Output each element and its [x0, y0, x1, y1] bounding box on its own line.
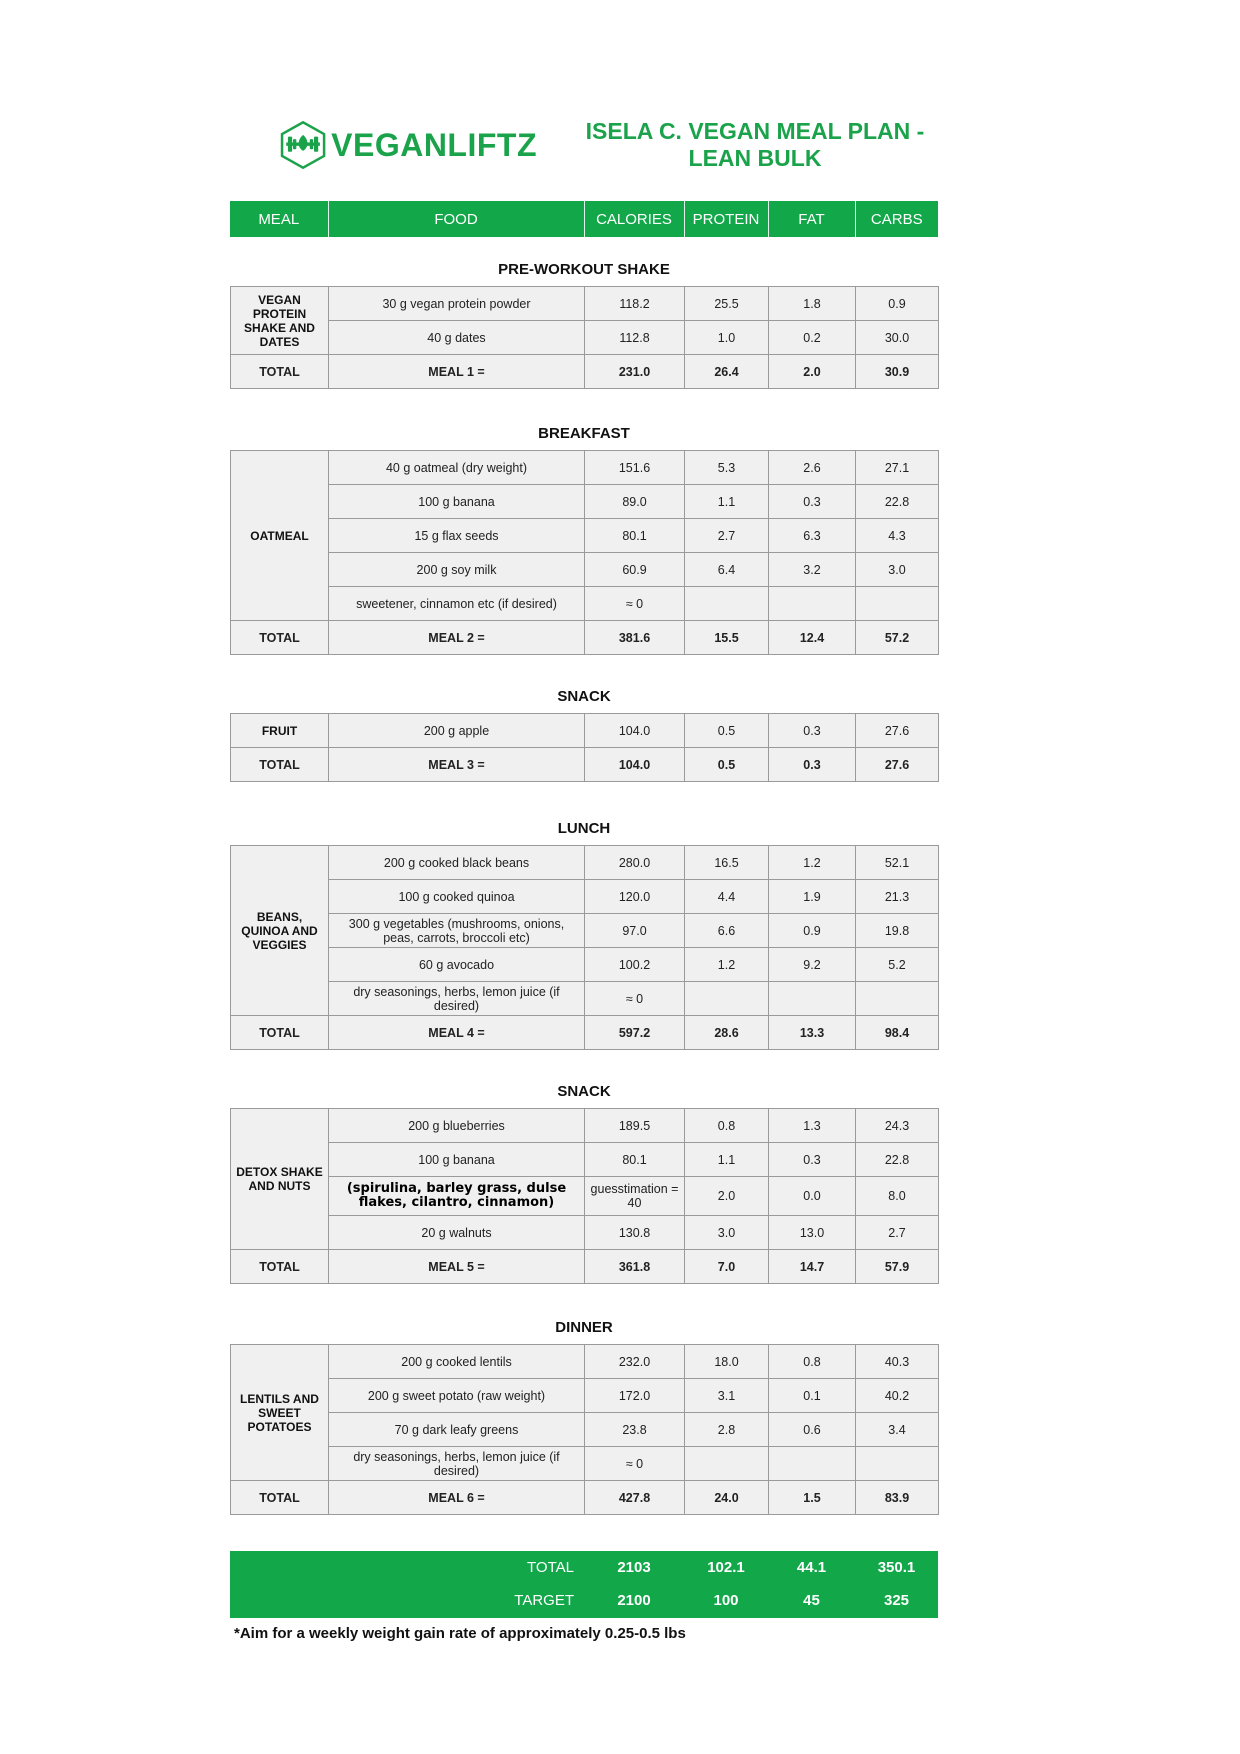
food-cell: dry seasonings, herbs, lemon juice (if desired) — [329, 1447, 585, 1481]
total-label: TOTAL — [231, 748, 329, 782]
food-cell: 200 g apple — [329, 714, 585, 748]
protein-cell: 1.2 — [685, 948, 769, 982]
table-row — [231, 1177, 939, 1216]
carbs-cell: 8.0 — [856, 1177, 939, 1216]
total-fat: 12.4 — [769, 621, 856, 655]
calories-cell: 104.0 — [585, 714, 685, 748]
carbs-cell: 2.7 — [856, 1216, 939, 1250]
fat-cell: 0.3 — [769, 714, 856, 748]
food-cell: 200 g blueberries — [329, 1109, 585, 1143]
meal-table-snack-1 — [230, 713, 939, 782]
fat-cell: 0.1 — [769, 1379, 856, 1413]
calories-cell: 151.6 — [585, 451, 685, 485]
total-fat: 0.3 — [769, 748, 856, 782]
carbs-cell: 27.6 — [856, 714, 939, 748]
meal-table-snack-2 — [230, 1108, 939, 1284]
carbs-cell: 5.2 — [856, 948, 939, 982]
meal-table-pre-workout — [230, 286, 939, 389]
column-header-table — [230, 201, 938, 237]
total-food: MEAL 5 = — [329, 1250, 585, 1284]
food-cell: sweetener, cinnamon etc (if desired) — [329, 587, 585, 621]
total-calories: 361.8 — [585, 1250, 685, 1284]
protein-cell: 6.6 — [685, 914, 769, 948]
meal-label: BEANS, QUINOA AND VEGGIES — [231, 846, 329, 1016]
summary-target-label: TARGET — [514, 1592, 574, 1609]
meal-label: LENTILS AND SWEET POTATOES — [231, 1345, 329, 1481]
calories-cell: guesstimation = 40 — [585, 1177, 685, 1216]
protein-cell: 4.4 — [685, 880, 769, 914]
calories-cell: ≈ 0 — [585, 587, 685, 621]
table-row — [231, 880, 939, 914]
meal-table-lunch — [230, 845, 939, 1050]
carbs-cell — [856, 982, 939, 1016]
fat-cell: 1.9 — [769, 880, 856, 914]
section-title-dinner: DINNER — [555, 1319, 613, 1336]
total-calories: 597.2 — [585, 1016, 685, 1050]
carbs-cell: 4.3 — [856, 519, 939, 553]
title-line-2: LEAN BULK — [688, 145, 822, 171]
summary-target-carbs: 325 — [883, 1592, 910, 1609]
calories-cell: 100.2 — [585, 948, 685, 982]
calories-cell: ≈ 0 — [585, 982, 685, 1016]
total-food: MEAL 3 = — [329, 748, 585, 782]
table-row — [231, 846, 939, 880]
total-fat: 2.0 — [769, 355, 856, 389]
fat-cell: 1.3 — [769, 1109, 856, 1143]
fat-cell — [769, 1447, 856, 1481]
food-cell: 200 g sweet potato (raw weight) — [329, 1379, 585, 1413]
title-line-1: ISELA C. VEGAN MEAL PLAN - — [585, 118, 925, 144]
table-row — [231, 1379, 939, 1413]
total-protein: 28.6 — [685, 1016, 769, 1050]
calories-cell: 130.8 — [585, 1216, 685, 1250]
summary-target-row — [230, 1584, 938, 1617]
fat-cell — [769, 982, 856, 1016]
protein-cell — [685, 587, 769, 621]
carbs-cell: 22.8 — [856, 485, 939, 519]
header-food: FOOD — [328, 201, 584, 237]
carbs-cell: 0.9 — [856, 287, 939, 321]
protein-cell: 2.7 — [685, 519, 769, 553]
table-row — [231, 321, 939, 355]
total-calories: 381.6 — [585, 621, 685, 655]
footnote: *Aim for a weekly weight gain rate of approximately 0.25-0.5 lbs — [234, 1625, 686, 1642]
table-row — [231, 451, 939, 485]
carbs-cell: 30.0 — [856, 321, 939, 355]
total-label: TOTAL — [231, 1250, 329, 1284]
section-title-snack-1: SNACK — [557, 688, 611, 705]
total-carbs: 27.6 — [856, 748, 939, 782]
total-carbs: 83.9 — [856, 1481, 939, 1515]
protein-cell: 18.0 — [685, 1345, 769, 1379]
section-title-pre-workout: PRE-WORKOUT SHAKE — [498, 261, 670, 278]
calories-cell: 232.0 — [585, 1345, 685, 1379]
table-row — [231, 287, 939, 321]
carbs-cell — [856, 1447, 939, 1481]
fat-cell: 1.8 — [769, 287, 856, 321]
calories-cell: ≈ 0 — [585, 1447, 685, 1481]
summary-target-protein: 100 — [713, 1592, 739, 1609]
total-row — [231, 1481, 939, 1515]
carbs-cell: 52.1 — [856, 846, 939, 880]
table-row — [231, 1143, 939, 1177]
total-label: TOTAL — [231, 621, 329, 655]
meal-label: VEGAN PROTEIN SHAKE AND DATES — [231, 287, 329, 355]
total-label: TOTAL — [231, 355, 329, 389]
calories-cell: 60.9 — [585, 553, 685, 587]
calories-cell: 172.0 — [585, 1379, 685, 1413]
carbs-cell: 19.8 — [856, 914, 939, 948]
protein-cell — [685, 1447, 769, 1481]
table-row — [231, 948, 939, 982]
table-row — [231, 1345, 939, 1379]
total-food: MEAL 4 = — [329, 1016, 585, 1050]
protein-cell — [685, 982, 769, 1016]
total-fat: 13.3 — [769, 1016, 856, 1050]
protein-cell: 2.8 — [685, 1413, 769, 1447]
total-row — [231, 1250, 939, 1284]
meal-label: OATMEAL — [231, 451, 329, 621]
protein-cell: 25.5 — [685, 287, 769, 321]
meal-table-breakfast — [230, 450, 939, 655]
fat-cell: 6.3 — [769, 519, 856, 553]
meal-label: DETOX SHAKE AND NUTS — [231, 1109, 329, 1250]
food-cell: 60 g avocado — [329, 948, 585, 982]
fat-cell: 9.2 — [769, 948, 856, 982]
food-cell: 200 g soy milk — [329, 553, 585, 587]
food-cell: 40 g dates — [329, 321, 585, 355]
total-label: TOTAL — [231, 1481, 329, 1515]
total-fat: 14.7 — [769, 1250, 856, 1284]
food-cell: 15 g flax seeds — [329, 519, 585, 553]
fat-cell: 0.0 — [769, 1177, 856, 1216]
total-carbs: 98.4 — [856, 1016, 939, 1050]
protein-cell: 5.3 — [685, 451, 769, 485]
table-row — [231, 553, 939, 587]
summary-total-calories: 2103 — [617, 1559, 651, 1576]
fat-cell: 13.0 — [769, 1216, 856, 1250]
food-cell: 300 g vegetables (mushrooms, onions, peas, carrots, broccoli etc) — [329, 914, 585, 948]
food-cell: 100 g banana — [329, 1143, 585, 1177]
header-fat: FAT — [768, 201, 855, 237]
fat-cell: 3.2 — [769, 553, 856, 587]
fat-cell: 0.9 — [769, 914, 856, 948]
section-title-breakfast: BREAKFAST — [538, 425, 630, 442]
calories-cell: 120.0 — [585, 880, 685, 914]
total-food: MEAL 6 = — [329, 1481, 585, 1515]
protein-cell: 1.0 — [685, 321, 769, 355]
fat-cell: 0.6 — [769, 1413, 856, 1447]
table-row — [231, 982, 939, 1016]
carbs-cell: 22.8 — [856, 1143, 939, 1177]
total-row — [231, 748, 939, 782]
carbs-cell: 3.0 — [856, 553, 939, 587]
header-meal: MEAL — [230, 201, 328, 237]
food-cell: (spirulina, barley grass, dulse flakes, cilantro, cinnamon) — [329, 1177, 585, 1216]
total-row — [231, 621, 939, 655]
section-title-lunch: LUNCH — [557, 820, 611, 837]
total-protein: 15.5 — [685, 621, 769, 655]
table-row — [231, 1216, 939, 1250]
carbs-cell: 21.3 — [856, 880, 939, 914]
section-title-snack-2: SNACK — [557, 1083, 611, 1100]
calories-cell: 118.2 — [585, 287, 685, 321]
header-calories: CALORIES — [584, 201, 684, 237]
fat-cell: 0.3 — [769, 485, 856, 519]
carbs-cell: 40.2 — [856, 1379, 939, 1413]
calories-cell: 189.5 — [585, 1109, 685, 1143]
carbs-cell: 40.3 — [856, 1345, 939, 1379]
total-protein: 0.5 — [685, 748, 769, 782]
total-calories: 104.0 — [585, 748, 685, 782]
table-row — [231, 1109, 939, 1143]
page-title — [585, 118, 925, 172]
protein-cell: 3.0 — [685, 1216, 769, 1250]
protein-cell: 0.5 — [685, 714, 769, 748]
meal-label: FRUIT — [231, 714, 329, 748]
fat-cell: 0.3 — [769, 1143, 856, 1177]
protein-cell: 2.0 — [685, 1177, 769, 1216]
carbs-cell: 3.4 — [856, 1413, 939, 1447]
food-cell: 200 g cooked black beans — [329, 846, 585, 880]
calories-cell: 80.1 — [585, 1143, 685, 1177]
total-carbs: 57.9 — [856, 1250, 939, 1284]
food-cell: 200 g cooked lentils — [329, 1345, 585, 1379]
summary-total-label: TOTAL — [527, 1559, 574, 1576]
total-carbs: 30.9 — [856, 355, 939, 389]
protein-cell: 1.1 — [685, 1143, 769, 1177]
total-row — [231, 355, 939, 389]
calories-cell: 23.8 — [585, 1413, 685, 1447]
summary-total-fat: 44.1 — [796, 1559, 827, 1576]
table-row — [231, 519, 939, 553]
dumbbell-leaf-logo-icon — [277, 115, 329, 175]
meal-table-dinner — [230, 1344, 939, 1515]
total-label: TOTAL — [231, 1016, 329, 1050]
summary-total-protein: 102.1 — [707, 1559, 745, 1576]
table-row — [231, 1447, 939, 1481]
protein-cell: 0.8 — [685, 1109, 769, 1143]
food-cell: 30 g vegan protein powder — [329, 287, 585, 321]
calories-cell: 112.8 — [585, 321, 685, 355]
carbs-cell: 27.1 — [856, 451, 939, 485]
calories-cell: 80.1 — [585, 519, 685, 553]
summary-target-calories: 2100 — [617, 1592, 651, 1609]
table-row — [231, 914, 939, 948]
food-cell: dry seasonings, herbs, lemon juice (if desired) — [329, 982, 585, 1016]
summary-total-carbs: 350.1 — [877, 1559, 916, 1576]
total-protein: 24.0 — [685, 1481, 769, 1515]
protein-cell: 6.4 — [685, 553, 769, 587]
summary-target-fat: 45 — [803, 1592, 820, 1609]
fat-cell: 2.6 — [769, 451, 856, 485]
food-cell: 20 g walnuts — [329, 1216, 585, 1250]
table-row — [231, 485, 939, 519]
protein-cell: 3.1 — [685, 1379, 769, 1413]
fat-cell: 1.2 — [769, 846, 856, 880]
header-carbs: CARBS — [855, 201, 938, 237]
total-row — [231, 1016, 939, 1050]
total-protein: 7.0 — [685, 1250, 769, 1284]
total-calories: 427.8 — [585, 1481, 685, 1515]
fat-cell: 0.2 — [769, 321, 856, 355]
total-food: MEAL 2 = — [329, 621, 585, 655]
total-fat: 1.5 — [769, 1481, 856, 1515]
daily-summary — [230, 1551, 938, 1618]
protein-cell: 16.5 — [685, 846, 769, 880]
carbs-cell — [856, 587, 939, 621]
food-cell: 100 g cooked quinoa — [329, 880, 585, 914]
total-protein: 26.4 — [685, 355, 769, 389]
total-food: MEAL 1 = — [329, 355, 585, 389]
calories-cell: 97.0 — [585, 914, 685, 948]
total-carbs: 57.2 — [856, 621, 939, 655]
carbs-cell: 24.3 — [856, 1109, 939, 1143]
brand-name: VEGANLIFTZ — [331, 126, 537, 163]
header-protein: PROTEIN — [684, 201, 768, 237]
fat-cell — [769, 587, 856, 621]
food-cell: 100 g banana — [329, 485, 585, 519]
total-calories: 231.0 — [585, 355, 685, 389]
calories-cell: 89.0 — [585, 485, 685, 519]
calories-cell: 280.0 — [585, 846, 685, 880]
protein-cell: 1.1 — [685, 485, 769, 519]
summary-total-row — [230, 1551, 938, 1584]
fat-cell: 0.8 — [769, 1345, 856, 1379]
table-row — [231, 714, 939, 748]
table-row — [231, 1413, 939, 1447]
food-cell: 40 g oatmeal (dry weight) — [329, 451, 585, 485]
food-cell: 70 g dark leafy greens — [329, 1413, 585, 1447]
brand-logo — [277, 115, 537, 175]
table-row — [231, 587, 939, 621]
